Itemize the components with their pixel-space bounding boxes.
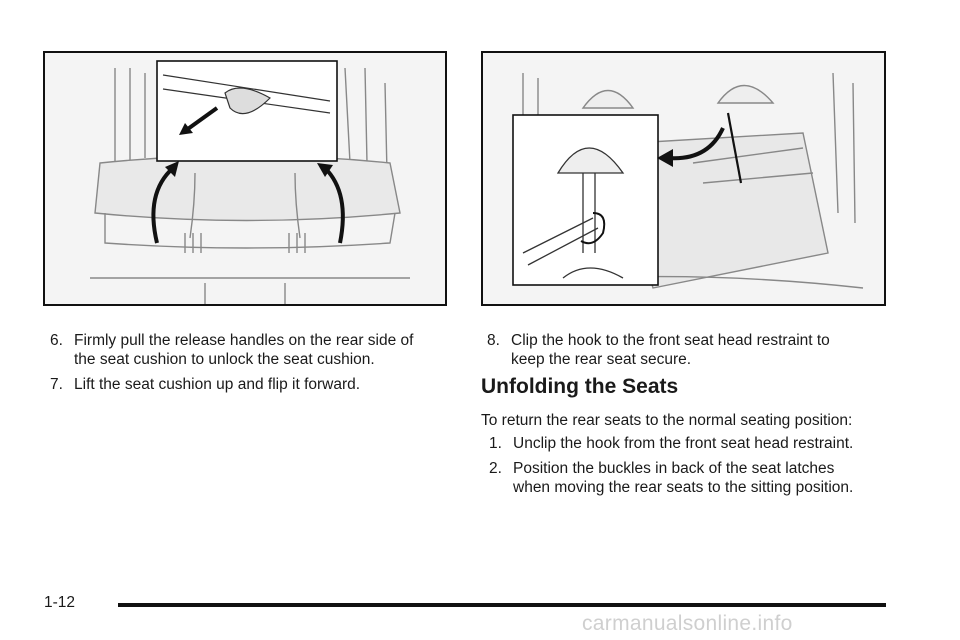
seat-release-illustration xyxy=(45,53,447,306)
page-number: 1-12 xyxy=(44,594,76,611)
section-heading: Unfolding the Seats xyxy=(481,375,679,398)
step-text: Firmly pull the release handles on the rear side of the seat cushion to unlock the seat cushion. xyxy=(74,332,414,368)
step-text: Unclip the hook from the front seat head restraint. xyxy=(513,435,854,452)
figure-rear-seat-release xyxy=(43,51,447,306)
step-text: Lift the seat cushion up and flip it forward. xyxy=(74,376,361,393)
step-number: 6. xyxy=(50,332,63,349)
step-number: 2. xyxy=(489,460,502,477)
figure-hook-head-restraint xyxy=(481,51,886,306)
hook-illustration xyxy=(483,53,886,306)
step-text: Position the buckles in back of the seat latches when moving the rear seats to the sitting position. xyxy=(513,460,854,496)
footer-rule xyxy=(118,603,886,607)
section-intro: To return the rear seats to the normal seating position: xyxy=(481,412,853,429)
step-number: 1. xyxy=(489,435,502,452)
step-text: Clip the hook to the front seat head restraint to keep the rear seat secure. xyxy=(511,332,830,368)
watermark: carmanualsonline.info xyxy=(582,612,793,635)
step-number: 8. xyxy=(487,332,500,349)
step-number: 7. xyxy=(50,376,63,393)
